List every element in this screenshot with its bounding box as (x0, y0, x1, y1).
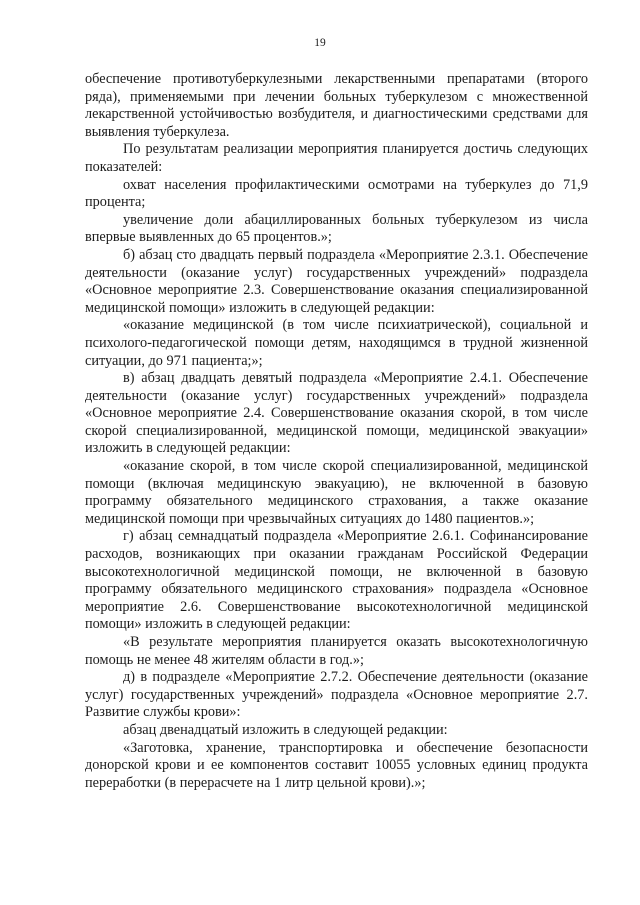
document-body (85, 71, 588, 792)
paragraph-indicator-abacillation: увеличение доли абациллированных больных туберкулезом из числа впервые выявленных до 65 процентов.»; (85, 211, 588, 246)
paragraph-indicator-screening: охват населения профилактическими осмотрами на туберкулез до 71,9 процента; (85, 176, 588, 211)
paragraph-item-b: б) абзац сто двадцать первый подраздела «Мероприятие 2.3.1. Обеспечение деятельности (оказание услуг) государственных учреждений» подраздела «Основное мероприятие 2.3. Совершенствование оказания специализированной медицинской помощи» изложить в следующей редакции: (85, 246, 588, 316)
paragraph-item-v: в) абзац двадцать девятый подраздела «Мероприятие 2.4.1. Обеспечение деятельности (оказание услуг) государственных учреждений» подраздела «Основное мероприятие 2.4. Совершенствование оказания скорой, в том числе скорой специализированной, медицинской помощи, медицинской эвакуации» изложить в следующей редакции: (85, 370, 588, 457)
paragraph-item-g: г) абзац семнадцатый подраздела «Мероприятие 2.6.1. Софинансирование расходов, возникающих при оказании гражданам Российской Федерации высокотехнологичной медицинской помощи, не включенной в базовую программу обязательного медицинского страхования» подраздела «Основное мероприятие 2.6. Совершенствование высокотехнологичной медицинской помощи» изложить в следующей редакции: (85, 528, 588, 633)
paragraph-continuation: обеспечение противотуберкулезными лекарственными препаратами (второго ряда), применяемыми при лечении больных туберкулезом с множественной лекарственной устойчивостью возбудителя, и диагностическими средствами для выявления туберкулеза. (85, 71, 588, 140)
paragraph-item-d-instruction: абзац двенадцатый изложить в следующей редакции: (123, 721, 448, 738)
paragraph-item-g-quote: «В результате мероприятия планируется оказать высокотехнологичную помощь не менее 48 жителям области в год.»; (85, 634, 588, 668)
paragraph-item-d-quote: «Заготовка, хранение, транспортировка и обеспечение безопасности донорской крови и ее компонентов составит 10055 условных единиц продукта переработки (в перерасчете на 1 литр цельной крови).»; (85, 739, 588, 791)
paragraph-item-v-quote: «оказание скорой, в том числе скорой специализированной, медицинской помощи (включая медицинскую эвакуацию), не включенной в базовую программу обязательного медицинского страхования, а также оказание медицинской помощи при чрезвычайных ситуациях до 1480 пациентов.»; (85, 458, 588, 527)
paragraph-results-intro: По результатам реализации мероприятия планируется достичь следующих показателей: (85, 141, 588, 175)
paragraph-item-b-quote: «оказание медицинской (в том числе психиатрической), социальной и психолого-педагогической помощи детям, находящимся в трудной жизненной ситуации, до 971 пациента;»; (85, 317, 588, 369)
page-number: 19 (314, 37, 326, 49)
paragraph-item-d: д) в подразделе «Мероприятие 2.7.2. Обеспечение деятельности (оказание услуг) государственных учреждений» подраздела «Основное мероприятие 2.7. Развитие службы крови»: (85, 669, 588, 721)
